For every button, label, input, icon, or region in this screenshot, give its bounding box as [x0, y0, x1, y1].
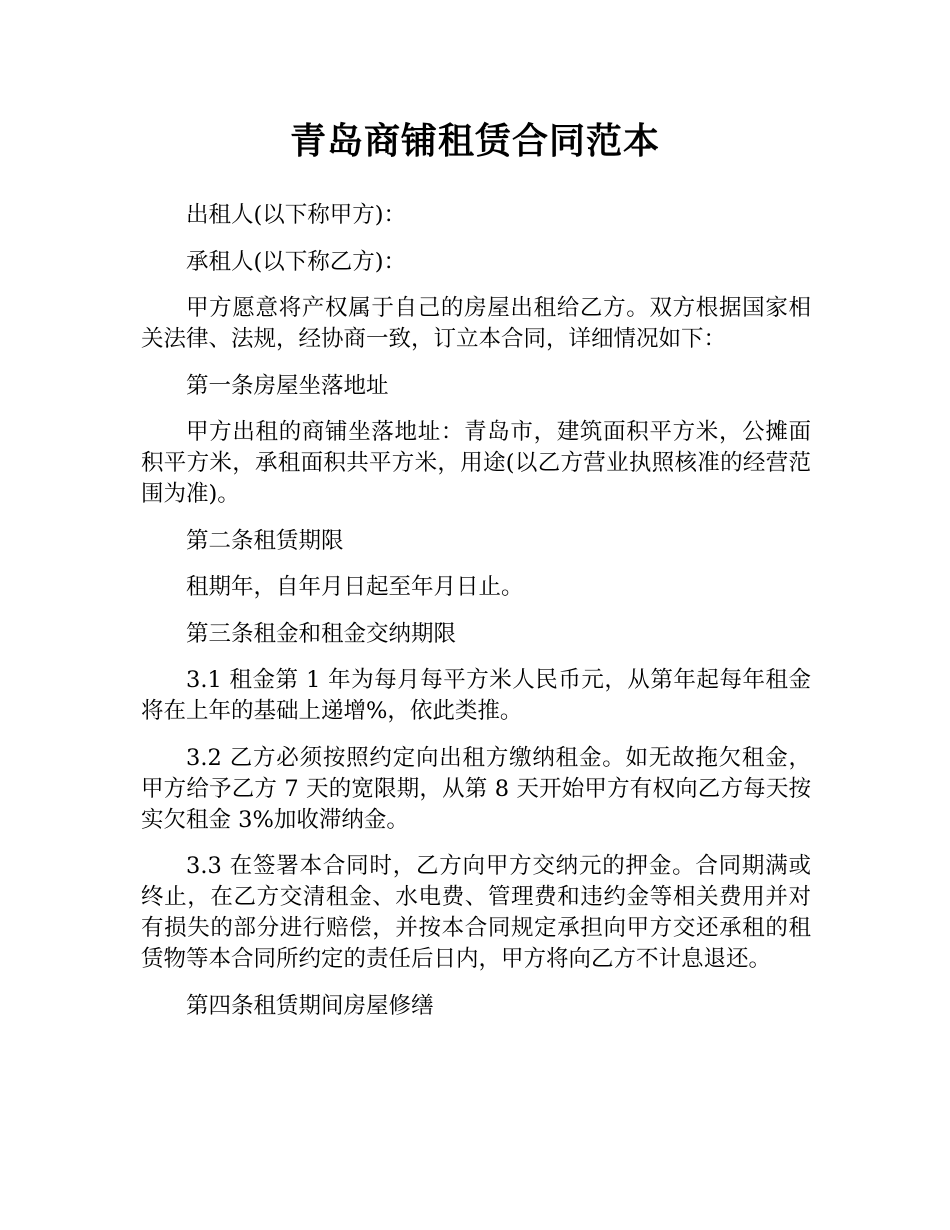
article-1-heading: 第一条房屋坐落地址 — [186, 372, 389, 399]
clause-3-2: 3.2 乙方必须按照约定向出租方缴纳租金。如无故拖欠租金，甲方给予乙方 7 天的宽限期，从第 8 天开始甲方有权向乙方每天按实欠租金 3%加收滞纳金。 — [141, 744, 811, 833]
article-4-heading: 第四条租赁期间房屋修缮 — [186, 992, 434, 1019]
preamble-paragraph: 甲方愿意将产权属于自己的房屋出租给乙方。双方根据国家相关法律、法规，经协商一致，订立本合同，详细情况如下： — [141, 295, 811, 352]
clause-3-3: 3.3 在签署本合同时，乙方向甲方交纳元的押金。合同期满或终止，在乙方交清租金、水电费、管理费和违约金等相关费用并对有损失的部分进行赔偿，并按本合同规定承担向甲方交还承租的租赁物等本合同所约定的责任后日内，甲方将向乙方不计息退还。 — [141, 853, 811, 972]
article-2-body: 租期年，自年月日起至年月日止。 — [186, 574, 524, 600]
document-title: 青岛商铺租赁合同范本 — [289, 121, 660, 162]
article-1-body: 甲方出租的商铺坐落地址：青岛市，建筑面积平方米，公摊面积平方米，承租面积共平方米，用途(以乙方营业执照核准的经营范围为准)。 — [141, 419, 811, 507]
article-2-heading: 第二条租赁期限 — [186, 527, 344, 554]
article-3-heading: 第三条租金和租金交纳期限 — [186, 620, 457, 647]
document-body — [141, 200, 811, 1037]
clause-3-1: 3.1 租金第 1 年为每月每平方米人民币元，从第年起每年租金将在上年的基础上递增%，依此类推。 — [141, 667, 811, 724]
party-b-line: 承租人(以下称乙方)： — [186, 248, 407, 275]
party-a-line: 出租人(以下称甲方)： — [186, 202, 407, 228]
